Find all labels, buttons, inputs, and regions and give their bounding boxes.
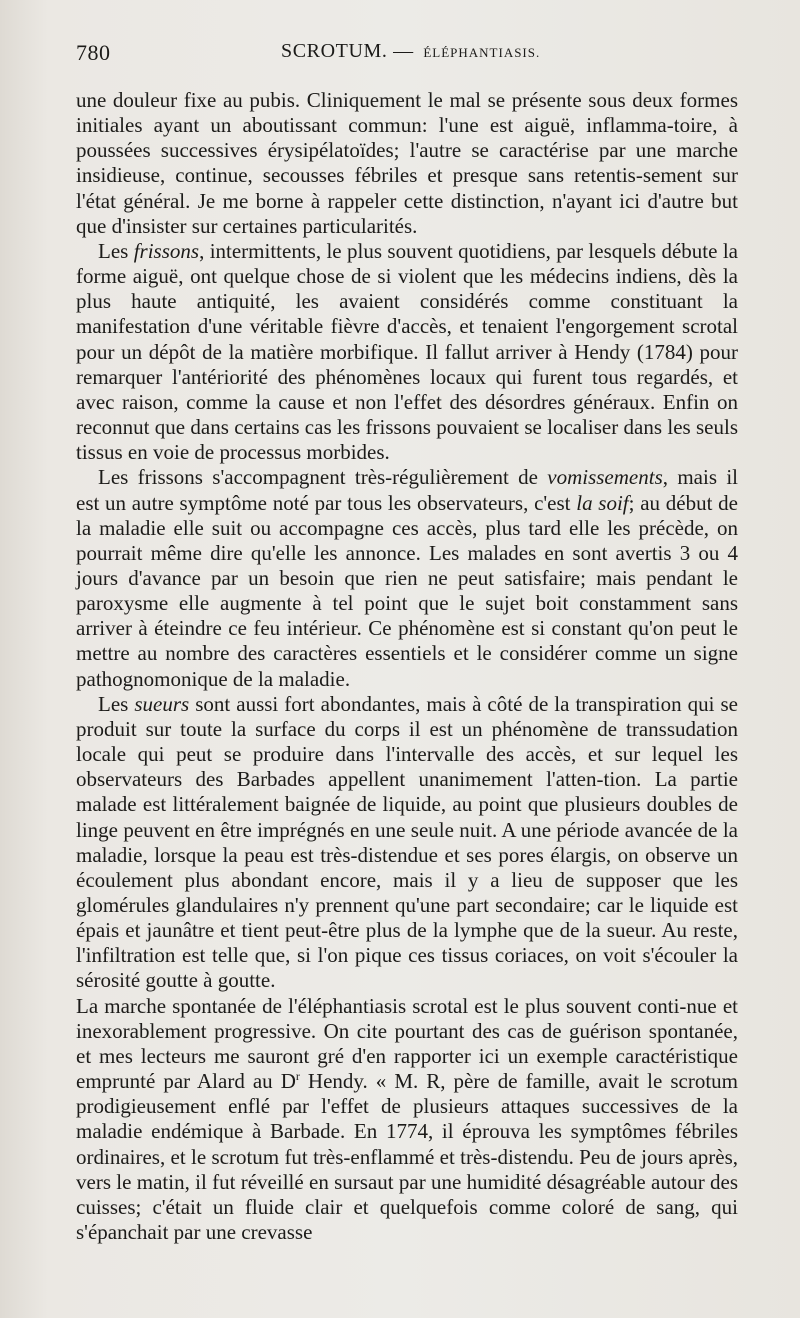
- text-run: Les: [98, 238, 134, 263]
- paragraph: [76, 239, 738, 465]
- running-head: [76, 0, 738, 88]
- text-run: Les frissons s'accompagnent très-régulièrement de: [98, 465, 548, 490]
- text-run: La marche spontanée de l'éléphantiasis scrotal est le plus souvent conti-nue et inexorablement progressive. On cite pourtant des cas de guérison spontanée, et mes lecteurs me sauront gré d'en rapporter ici un exemple caractéristique emprunté par Alard au D: [76, 993, 738, 1094]
- paragraph: [76, 88, 738, 239]
- text-run: sont aussi fort abondantes, mais à côté de la transpiration qui se produit sur toute la surface du corps il est un phénomène de transsudation locale qui peut se produire dans l'intervalle des accès, et sur lequel les observateurs des Barbades appellent unanimement l'atten-tion. La partie malade est littéralement baignée de liquide, au point que plusieurs doubles de linge peuvent en être imprégnés en une seule nuit. A une période avancée de la maladie, lorsque la peau est très-distendue et ses pores élargis, on observe un écoulement plus abondant encore, mais il y a lieu de supposer que les glomérules glandulaires n'y prennent qu'une part secondaire; car le liquide est épais et jaunâtre et tient peut-être plus de la lymphe que de la sueur. Au reste, l'infiltration est telle que, si l'on pique ces tissus coriaces, on voit s'écouler la sérosité goutte à goutte.: [76, 691, 738, 993]
- running-title: [281, 40, 540, 63]
- superscript: r: [295, 1069, 300, 1084]
- text-run: Les: [98, 691, 135, 716]
- paragraph: [76, 692, 738, 994]
- page-number: 780: [76, 40, 111, 65]
- running-title-separator: —: [393, 40, 414, 62]
- running-title-main: SCROTUM.: [281, 40, 388, 62]
- paragraph: [76, 994, 738, 1246]
- paragraph: [76, 465, 738, 691]
- italic-term: frissons: [133, 238, 200, 263]
- text-run: ; au début de la maladie elle suit ou accompagne ces accès, plus tard elle les précède, on pourrait même dire qu'elle les annonce. Les malades en sont avertis 3 ou 4 jours d'avance par un besoin que rien ne peut satisfaire; mais pendant le paroxysme elle augmente à tel point que le sujet boit constamment sans arriver à éteindre ce feu intérieur. Ce phénomène est si constant qu'on peut le mettre au nombre des caractères essentiels et le considérer comme un signe pathognomonique de la maladie.: [76, 490, 738, 691]
- body-text: [76, 88, 738, 1245]
- text-run: une douleur fixe au pubis. Cliniquement le mal se présente sous deux formes initiales ayant un aboutissant commun: l'une est aiguë, inflamma-toire, à poussées successives érysipélatoïdes; l'autre se caractérise par une marche insidieuse, continue, secousses fébriles et presque sans retentis-sement sur l'état général. Je me borne à rappeler cette distinction, n'ayant ici d'autre but que d'insister sur certaines particularités.: [76, 88, 738, 238]
- italic-term: vomissements: [547, 465, 663, 490]
- text-run: Hendy. « M. R, père de famille, avait le scrotum prodigieusement enflé par l'effet de plusieurs attaques successives de la maladie endémique à Barbade. En 1774, il éprouva les symptômes fébriles ordinaires, et le scrotum fut très-enflammé et très-distendu. Peu de jours après, vers le matin, il fut réveillé en sursaut par une humidité désagréable autour des cuisses; c'était un fluide clair et quelquefois comme coloré de sang, qui s'épanchait par une crevasse: [76, 1069, 738, 1245]
- running-title-subtitle: ÉLÉPHANTIASIS.: [423, 45, 541, 60]
- italic-term: la soif: [576, 490, 629, 515]
- text-run: , mais il est un autre symptôme noté par tous les observateurs, c'est: [76, 465, 738, 515]
- text-run: , intermittents, le plus souvent quotidiens, par lesquels débute la forme aiguë, ont quelque chose de si violent que les médecins indiens, dès la plus haute antiquité, les avaient considérés comme constituant la manifestation d'une véritable fièvre d'accès, et tenaient l'engorgement scrotal pour un dépôt de la matière morbifique. Il fallut arriver à Hendy (1784) pour remarquer l'antériorité des phénomènes locaux qui furent tous regardés, et avec raison, comme la cause et non l'effet des désordres généraux. Enfin on reconnut que dans certains cas les frissons pouvaient se localiser dans les seuls tissus en voie de processus morbides.: [76, 238, 738, 465]
- italic-term: sueurs: [134, 691, 190, 716]
